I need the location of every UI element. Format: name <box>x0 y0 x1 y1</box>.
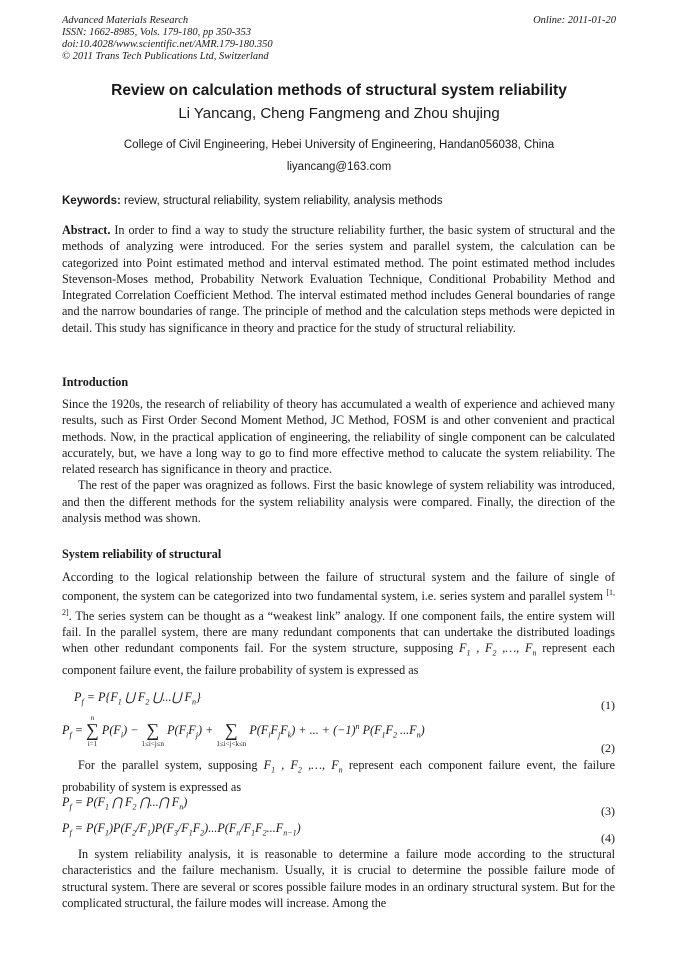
equation-1: $P_f = P\{F_1$ ⋃ $F_2$ ⋃...⋃ $F_n$} (1) <box>74 690 615 712</box>
system-p1-text-a: According to the logical relationship between the failure of structural system and the failure of single of component, the system can be categorized into two fundamental system, i.e. series system and parallel system <box>62 570 615 604</box>
keywords-label: Keywords: <box>62 195 121 207</box>
system-reliability-heading: System reliability of structural <box>62 547 222 561</box>
parallel-component-variables: $F_1$ , $F_2$ ,…, $F_n$ <box>263 758 343 775</box>
introduction-heading: Introduction <box>62 375 129 389</box>
introduction-paragraph-2: The rest of the paper was oragnized as follows. First the basic knowlege of system reliability was introduced, and then the different methods for the system reliability analysis were compared. Finally, the direction of the analysis method was shown. <box>62 478 615 526</box>
abstract-label: Abstract. <box>62 223 111 237</box>
affiliation: College of Civil Engineering, Hebei University of Engineering, Handan056038, China <box>123 139 555 151</box>
parallel-text-a: For the parallel system, supposing <box>78 758 264 772</box>
system-reliability-body <box>62 569 615 678</box>
failure-mode-text: In system reliability analysis, it is reasonable to determine a failure mode according to the structural characteristics and the failure mechanism. Usually, it is crucial to determine the possible failure mode of structural system. There are several or scores possible failure modes in an ordinary structural system. But for the complicated structural, the failure modes will increase. Among the <box>62 847 615 910</box>
equation-1-number: (1) <box>601 698 615 712</box>
copyright-line: © 2011 Trans Tech Publications Ltd, Switzerland <box>62 51 269 62</box>
equation-2-number: (2) <box>601 741 615 755</box>
citation: [1, 2] <box>62 588 615 617</box>
failure-mode-paragraph <box>62 846 615 911</box>
introduction-body <box>62 396 615 526</box>
component-variables: $F_1$ , $F_2$ ,…, $F_n$ <box>458 641 537 658</box>
author-email: liyancang@163.com <box>286 161 392 173</box>
parallel-system-paragraph <box>62 757 615 795</box>
journal-header <box>62 15 273 63</box>
parallel-text-c: represent each component failure event, the failure probability of system is expressed as <box>62 758 616 794</box>
system-paragraph-1 <box>62 569 615 678</box>
doi-line: doi:10.4028/www.scientific.net/AMR.179-180.350 <box>62 39 273 50</box>
keywords <box>62 195 622 207</box>
journal-name: Advanced Materials Research <box>62 15 189 26</box>
keywords-text: review, structural reliability, system reliability, analysis methods <box>124 195 443 207</box>
paper-authors: Li Yancang, Cheng Fangmeng and Zhou shujing <box>178 105 500 122</box>
equation-4: $P_f = P(F_1)P(F_2/F_1)P(F_3/F_1F_2)...P(F_n/F_1F_2...F_{n-1})$ (4) <box>62 821 615 845</box>
introduction-paragraph-1: Since the 1920s, the research of reliability of theory has accumulated a wealth of experience and achieved many results, such as First Order Second Moment Method, JC Method, FOSM is and other convenient and practical methods. Now, in the practical application of engineering, the reliability of single component can be calculated accurately, but, we have a long way to go to find more effective method to calucate the system reliability. The related research has significance in theory and practice. <box>62 397 615 477</box>
equation-4-number: (4) <box>601 831 615 845</box>
equation-3: $P_f = P(F_1$ ⋂ $F_2$ ⋂...⋂ $F_n$) (3) <box>62 795 615 818</box>
system-p1-text-b: . The series system can be thought as a “weakest link” analogy. If one component fails, the entire system will fail. In the parallel system, there are many redundant components that can undertake the distributed loadings when other redundant components fail. For the system structure, supposing <box>62 608 615 656</box>
paper-title: Review on calculation methods of structural system reliability <box>111 82 567 99</box>
abstract-text: In order to find a way to study the structure reliability further, the basic system of structural and the methods of analyzing were introduced. For the series system and parallel system, the calculation can be categorized into Point estimated method and interval estimated method. The point estimated method includes Stevenson-Moses method, Probability Network Evaluation Technique, Conditional Probability Method and Integrated Correlation Coefficient Method. The interval estimated method includes General boundaries of range and the narrow boundaries of range. The principle of method and the calculation steps methods were depicted in detail. This study has significance in theory and practice for the study of structural reliability. <box>62 223 615 335</box>
issn-line: ISSN: 1662-8985, Vols. 179-180, pp 350-353 <box>62 27 251 38</box>
equation-2: $P_f$ = n ∑ i=1 $P(F_i)$ − ∑ 1≤i<j≤n $P(F_iF_j)$ + ∑ 1≤i<j<k≤n $P(F_iF_jF_k)$ + ... + $(-1)^n$ $P(F_1F_2$ $...F_n$) (2) <box>62 714 615 755</box>
equation-3-number: (3) <box>601 804 615 818</box>
abstract <box>62 222 615 336</box>
system-p1-text-c: represent each component failure event, the failure probability of system is expressed as <box>62 641 616 678</box>
online-date: Online: 2011-01-20 <box>533 15 616 26</box>
